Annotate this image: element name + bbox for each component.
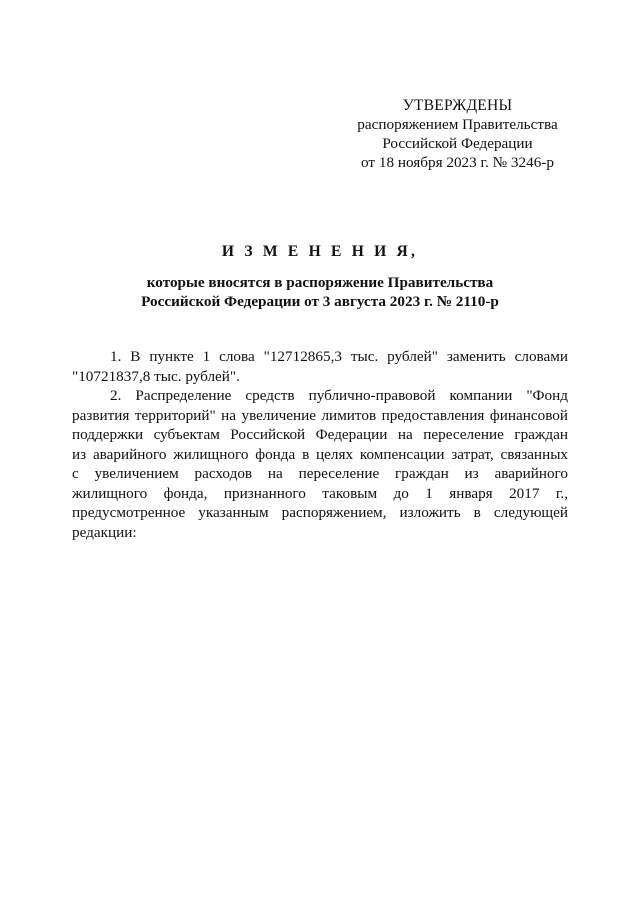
paragraph-2-line-7: предусмотренное указанным распоряжением, изложить в следующей [72, 504, 568, 521]
paragraph-2 [72, 386, 568, 542]
paragraph-1 [72, 347, 568, 386]
paragraph-1-line-2: "10721837,8 тыс. рублей". [72, 367, 240, 385]
paragraph-2-line-1: 2. Распределение средств публично-правовой компании "Фонд [110, 387, 568, 404]
paragraph-1-line-1: 1. В пункте 1 слова "12712865,3 тыс. рублей" заменить словами [110, 348, 568, 365]
approval-line-3: от 18 ноября 2023 г. № 3246-р [361, 154, 554, 171]
paragraph-2-line-5: с увеличением расходов на переселение граждан из аварийного [72, 465, 568, 482]
paragraph-2-line-3: поддержки субъектам Российской Федерации на переселение граждан [72, 426, 568, 443]
document-body [72, 347, 568, 542]
document-title: И З М Е Н Е Н И Я, [221, 243, 419, 260]
approval-stamp [350, 96, 565, 172]
document-title-block [72, 243, 568, 311]
approval-heading: УТВЕРЖДЕНЫ [402, 97, 513, 114]
paragraph-2-line-8: редакции: [72, 523, 137, 541]
paragraph-2-line-6: жилищного фонда, признанного таковым до 1 января 2017 г., [72, 484, 568, 502]
document-subtitle-line-1: которые вносятся в распоряжение Правительства [146, 274, 494, 291]
paragraph-2-line-2: развития территорий" на увеличение лимитов предоставления финансовой [72, 406, 568, 424]
document-subtitle-line-2: Российской Федерации от 3 августа 2023 г. № 2110-р [141, 293, 499, 310]
approval-line-2: Российской Федерации [382, 135, 533, 152]
paragraph-2-line-4: из аварийного жилищного фонда в целях компенсации затрат, связанных [72, 445, 568, 463]
approval-line-1: распоряжением Правительства [357, 116, 558, 133]
